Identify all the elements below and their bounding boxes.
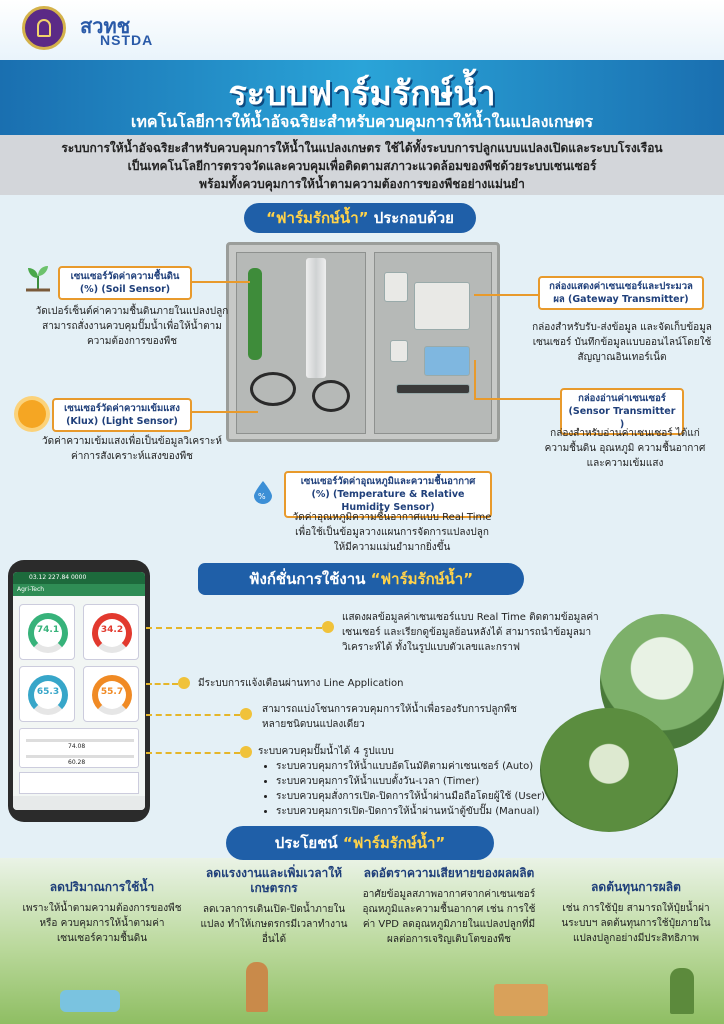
bullet-dot — [240, 708, 252, 720]
light-sensor-label: เซนเซอร์วัดค่าความเข้มแสง (Klux) (Light Sensor) — [52, 398, 192, 432]
gateway-desc: กล่องสำหรับรับ-ส่งข้อมูล และจัดเก็บข้อมูลเซนเซอร์ บันทึกข้อมูลแบบออนไลน์โดยใช้สัญญาณอินเทอร์เน็ต — [532, 322, 712, 363]
functions-heading-quoted: “ฟาร์มรักษ์น้ำ” — [370, 570, 474, 588]
sensor-transmitter-label: กล่องอ่านค่าเซนเซอร์ (Sensor Transmitter ) — [560, 388, 684, 435]
intro-line-2: เป็นเทคโนโลยีการตรวจวัดและควบคุมเพื่อติดตามสภาวะแวดล้อมของพืชด้วยระบบเซนเซอร์ — [127, 159, 597, 173]
sensor-transmitter-desc: กล่องสำหรับอ่านค่าเซนเซอร์ ได้แก่ ความชื้นดิน อุณหภูมิ ความชื้นอากาศและความเข้มแสง — [544, 428, 706, 469]
components-heading-quoted: “ฟาร์มรักษ์น้ำ” — [266, 209, 369, 227]
dashed-connector — [146, 627, 322, 629]
benefit-title: ลดปริมาณการใช้น้ำ — [49, 880, 155, 894]
sensor-transmitter-module — [424, 346, 470, 376]
slider-value: 74.08 — [68, 743, 86, 750]
produce-crate-illustration — [494, 984, 548, 1016]
components-heading-rest: ประกอบด้วย — [368, 209, 454, 227]
bullet-dot — [178, 677, 190, 689]
gauge-value: 65.3 — [36, 687, 60, 697]
history-chart-card — [19, 772, 139, 794]
gardener-illustration — [670, 968, 694, 1014]
pump-mode-item: • ระบบควบคุมการเปิด-ปิดการให้น้ำผ่านหน้าตู้ขับปั๊ม (Manual) — [276, 804, 558, 819]
page-subtitle: เทคโนโลยีการให้น้ำอัจฉริยะสำหรับควบคุมการให้น้ำในแปลงเกษตร — [130, 112, 594, 131]
page-title: ระบบฟาร์มรักษ์น้ำ — [228, 75, 496, 113]
feature-realtime: แสดงผลข้อมูลค่าเซนเซอร์แบบ Real Time ติดตามข้อมูลค่าเซนเซอร์ และเรียกดูข้อมูลย้อนหลังได้ สามารถนำข้อมูลมาวิเคราะห์ได้ ทั้งในรูปแบบตัวเลขและกราฟ — [342, 612, 599, 653]
app-header: Agri-Tech — [13, 584, 145, 596]
benefit-title: ลดต้นทุนการผลิต — [591, 880, 681, 894]
relay-module — [390, 340, 408, 362]
dashed-connector — [146, 714, 240, 716]
callout-line — [474, 294, 538, 296]
seal-emblem-icon — [37, 19, 51, 37]
humidity-gauge — [19, 666, 75, 722]
dashed-connector — [146, 752, 240, 754]
feature-pump-modes — [258, 744, 558, 819]
light-sensor-desc: วัดค่าความเข้มแสงเพื่อเป็นข้อมูลวิเคราะห์ค่าการสังเคราะห์แสงของพืช — [41, 436, 223, 462]
field-sensor-photo — [540, 708, 678, 832]
nstda-logo — [80, 10, 190, 50]
benefit-card — [200, 866, 348, 947]
pump-mode-item: • ระบบควบคุมสั่งการเปิด-ปิดการให้น้ำผ่านมือถือโดยผู้ใช้ (User) — [276, 789, 558, 804]
callout-line — [192, 411, 258, 413]
soil-sensor-desc: วัดเปอร์เซ็นต์ค่าความชื้นดินภายในแปลงปลูก สามารถสั่งงานควบคุมปั๊มน้ำเพื่อให้น้ำตามความต้องการของพืช — [35, 306, 229, 347]
dashed-connector — [146, 683, 178, 685]
benefits-heading — [226, 826, 494, 860]
callout-line — [474, 360, 476, 398]
control-panel — [19, 728, 139, 768]
components-heading — [244, 203, 476, 233]
soil-moisture-gauge — [19, 604, 75, 660]
intro-line-3: พร้อมทั้งควบคุมการให้น้ำตามความต้องการของพืชอย่างแม่นยำ — [199, 177, 525, 191]
terminal-block — [396, 384, 470, 394]
benefit-card — [22, 880, 182, 946]
timer-module — [384, 272, 408, 302]
soil-sensor-label: เซนเซอร์วัดค่าความชื้นดิน (%) (Soil Sensor) — [58, 266, 192, 300]
sensor-cable-coil — [250, 372, 296, 406]
gauge-value: 74.1 — [36, 625, 60, 635]
benefit-desc: อาศัยข้อมูลสภาพอากาศจากค่าเซนเซอร์อุณหภูมิและความชื้นอากาศ เช่น การใช้ค่า VPD ลดอุณหภูมิภายในแปลงปลูกที่มีผลต่อการเจริญเติบโตของพืช — [362, 889, 536, 945]
threshold-slider[interactable] — [26, 739, 134, 742]
functions-heading-rest: ฟังก์ชั่นการใช้งาน — [248, 570, 371, 588]
app-screen — [13, 572, 145, 810]
humidity-icon — [252, 480, 274, 504]
bullet-dot — [322, 621, 334, 633]
benefit-desc: ลดเวลาการเดินเปิด-ปิดน้ำภายในแปลง ทำให้เกษตรกรมีเวลาทำงานอื่นได้ — [200, 904, 348, 945]
plant-icon — [22, 262, 54, 292]
benefits-heading-quoted: “ฟาร์มรักษ์น้ำ” — [342, 834, 446, 852]
nstda-seal-logo — [22, 6, 66, 50]
sun-icon — [18, 400, 46, 428]
gateway-label: กล่องแสดงค่าเซนเซอร์และประมวลผล (Gateway Transmitter) — [538, 276, 704, 310]
logo-thai-text: สวทช — [80, 16, 131, 38]
intro-line-1: ระบบการให้น้ำอัจฉริยะสำหรับควบคุมการให้น้ำในแปลงเกษตร ใช้ได้ทั้งระบบการปลูกแบบแปลงเปิดและระบบโรงเรือน — [61, 141, 663, 155]
feature-line-alert: มีระบบการแจ้งเตือนผ่านทาง Line Application — [198, 678, 404, 689]
light-gauge — [83, 666, 139, 722]
sprinkler-illustration — [60, 990, 120, 1012]
pump-mode-item: • ระบบควบคุมการให้น้ำแบบตั้งวัน-เวลา (Timer) — [276, 774, 558, 789]
temp-humidity-sensor-label: เซนเซอร์วัดค่าอุณหภูมิและความชื้นอากาศ (%) (Temperature & Relative Humidity Sensor) — [284, 471, 492, 518]
sensor-cable-coil — [312, 380, 350, 412]
gauge-value: 34.2 — [100, 625, 124, 635]
benefit-card — [362, 866, 536, 947]
gauge-value: 55.7 — [100, 687, 124, 697]
benefit-desc: เช่น การใช้ปุ๋ย สามารถให้ปุ๋ยน้ำผ่านระบบฯ ลดต้นทุนการใช้ปุ๋ยภายในแปลงปลูกอย่างมีประสิทธิภาพ — [561, 903, 711, 944]
threshold-slider[interactable] — [26, 755, 134, 758]
bottom-nav-bar[interactable] — [13, 796, 145, 810]
bullet-dot — [240, 746, 252, 758]
gateway-module — [414, 282, 470, 330]
benefits-heading-rest: ประโยชน์ — [274, 834, 343, 852]
benefit-card — [556, 880, 716, 946]
svg-text:%: % — [258, 492, 266, 501]
pump-modes-title: ระบบควบคุมปั๊มน้ำได้ 4 รูปแบบ — [258, 746, 394, 757]
functions-heading — [198, 563, 524, 595]
benefit-title: ลดอัตราความเสียหายของผลผลิต — [363, 866, 535, 880]
farmer-illustration — [246, 962, 268, 1012]
callout-line — [474, 398, 560, 400]
pump-mode-item: • ระบบควบคุมการให้น้ำแบบอัตโนมัติตามค่าเซนเซอร์ (Auto) — [276, 759, 558, 774]
logo-english-text: NSTDA — [100, 32, 154, 48]
intro-section — [0, 135, 724, 195]
slider-value: 60.28 — [68, 759, 86, 766]
soil-sensor-probe — [248, 268, 262, 360]
callout-line — [192, 281, 250, 283]
temp-humidity-sensor-desc: วัดค่าอุณหภูมิความชื้นอากาศแบบ Real Time เพื่อใช้เป็นข้อมูลวางแผนการจัดการแปลงปลูกให้มีความแม่นยำมากยิ่งขึ้น — [292, 512, 492, 553]
feature-zone-control: สามารถแบ่งโซนการควบคุมการให้น้ำเพื่อรองรับการปลูกพืช หลายชนิดบนแปลงเดียว — [262, 704, 517, 730]
benefit-title: ลดแรงงานและเพิ่มเวลาให้เกษตรกร — [205, 866, 343, 895]
benefit-desc: เพราะให้น้ำตามความต้องการของพืช หรือ ควบคุมการให้น้ำตามค่าเซนเซอร์ความชื้นดิน — [22, 903, 182, 944]
temperature-gauge — [83, 604, 139, 660]
phone-status-bar: 03.12 227.84 0000 — [13, 572, 145, 584]
humidity-sensor-shield — [306, 258, 326, 378]
